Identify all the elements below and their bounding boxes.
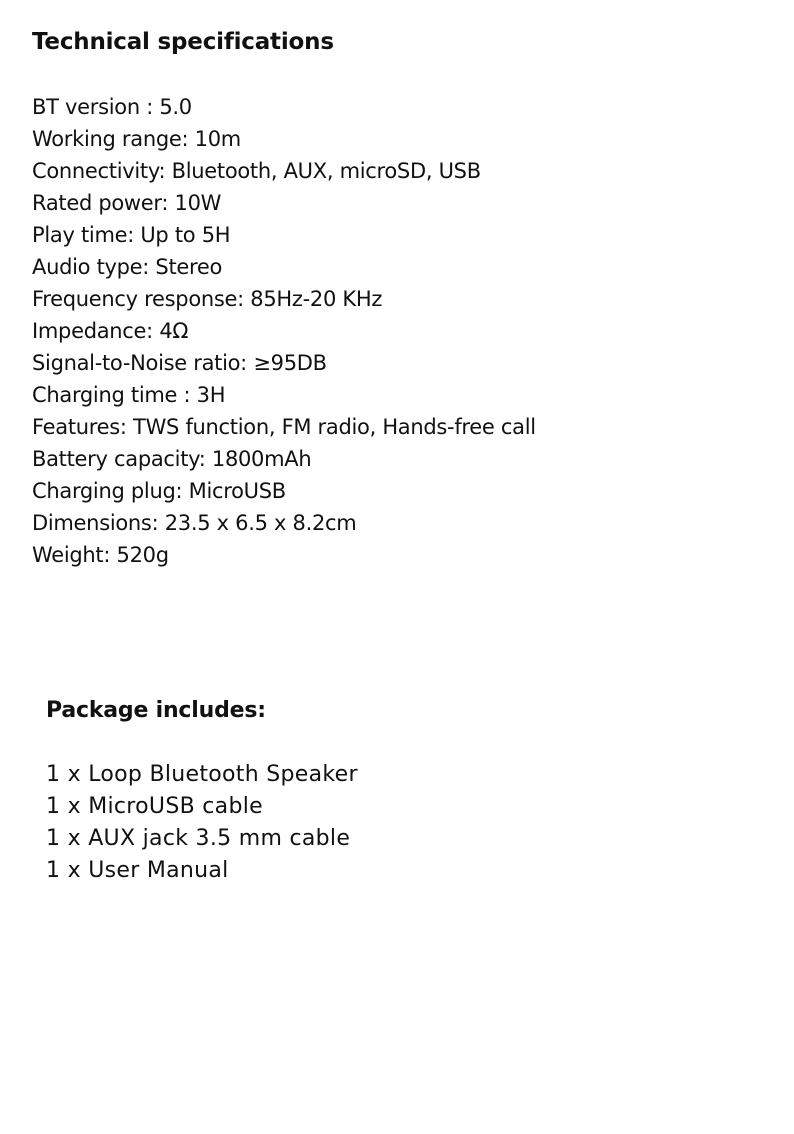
spec-frequency-response: Frequency response: 85Hz-20 KHz <box>32 287 383 311</box>
spec-charging-time: Charging time : 3H <box>32 383 226 407</box>
spec-play-time: Play time: Up to 5H <box>32 223 231 247</box>
technical-specifications-heading: Technical specifications <box>32 29 334 55</box>
spec-features: Features: TWS function, FM radio, Hands-free call <box>32 415 536 439</box>
spec-signal-to-noise: Signal-to-Noise ratio: ≥95DB <box>32 351 327 375</box>
package-includes-heading: Package includes: <box>46 698 266 723</box>
spec-weight: Weight: 520g <box>32 543 169 567</box>
spec-charging-plug: Charging plug: MicroUSB <box>32 479 286 503</box>
spec-connectivity: Connectivity: Bluetooth, AUX, microSD, USB <box>32 159 481 183</box>
package-item-aux-cable: 1 x AUX jack 3.5 mm cable <box>46 826 351 851</box>
package-item-microusb-cable: 1 x MicroUSB cable <box>46 794 263 819</box>
package-item-user-manual: 1 x User Manual <box>46 858 229 883</box>
spec-dimensions: Dimensions: 23.5 x 6.5 x 8.2cm <box>32 511 357 535</box>
spec-rated-power: Rated power: 10W <box>32 191 222 215</box>
spec-impedance: Impedance: 4Ω <box>32 319 189 343</box>
spec-audio-type: Audio type: Stereo <box>32 255 223 279</box>
technical-specifications-list <box>32 91 536 571</box>
spec-bt-version: BT version : 5.0 <box>32 95 192 119</box>
spec-battery-capacity: Battery capacity: 1800mAh <box>32 447 312 471</box>
package-item-speaker: 1 x Loop Bluetooth Speaker <box>46 762 358 787</box>
spec-working-range: Working range: 10m <box>32 127 241 151</box>
package-includes-list <box>46 759 358 887</box>
